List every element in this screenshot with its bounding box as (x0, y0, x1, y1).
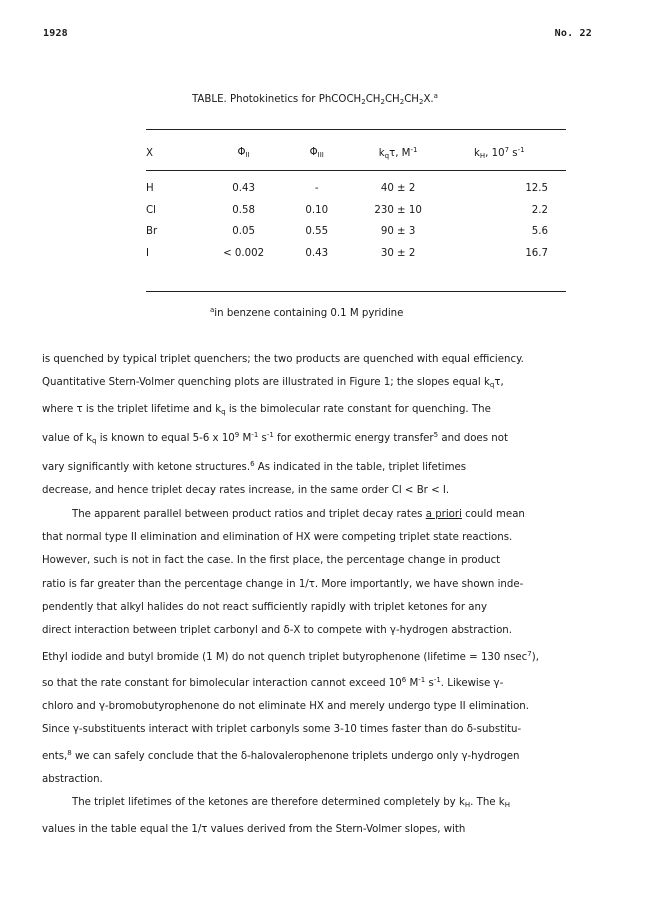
cell-x: H (146, 183, 154, 195)
cell-x: Cl (146, 204, 156, 216)
text-line: However, such is not in fact the case. In the first place, the percentage change in product (42, 555, 501, 567)
text-line: so that the rate constant for bimolecular interaction cannot exceed $10^6$ $M^{-1}$ $s^{-1}$. Likewise γ- (42, 675, 504, 689)
cell-kh: 12.5 (525, 183, 548, 195)
cell-phi-iii: 0.10 (305, 204, 329, 216)
text-line: The apparent parallel between product ratios and triplet decay rates a priori could mean (72, 508, 525, 520)
cell-phi-iii: 0.55 (305, 226, 329, 238)
table-row (146, 243, 566, 265)
cell-phi-ii: 0.43 (232, 183, 255, 195)
body-text (42, 348, 622, 841)
text-line: that normal type II elimination and elimination of HX were competing triplet state reactions. (42, 532, 513, 544)
cell-kq-tau: 40 ± 2 (380, 183, 416, 195)
text-line: Quantitative Stern-Volmer quenching plots are illustrated in Figure 1; the slopes equal $k_q\tau$, (42, 377, 504, 390)
text-line: is quenched by typical triplet quenchers; the two products are quenched with equal efficiency. (42, 354, 524, 365)
table-top-rule (146, 129, 566, 130)
text-line: vary significantly with ketone structures.$^6$ As indicated in the table, triplet lifetimes (42, 460, 467, 474)
cell-phi-ii: 0.58 (232, 204, 255, 216)
header-phi-ii: $\Phi_{II}$ (237, 147, 250, 159)
table-footnote: $^a$in benzene containing 0.1 M pyridine (210, 306, 404, 319)
cell-x: I (146, 247, 150, 259)
table-row (146, 200, 566, 222)
text-line: Since γ-substituents interact with triplet carbonyls some 3-10 times faster than do δ-substitu- (42, 724, 522, 736)
cell-kh: 2.2 (531, 204, 548, 216)
header-kq-tau: $k_q\tau$, $M^{-1}$ (378, 146, 418, 160)
cell-kh: 16.7 (525, 247, 548, 259)
text-line: decrease, and hence triplet decay rates increase, in the same order Cl < Br < I. (42, 485, 450, 497)
issue-number: No. 22 (554, 28, 592, 39)
cell-kq-tau: 90 ± 3 (380, 226, 416, 238)
cell-phi-ii: 0.05 (232, 226, 255, 238)
table-row (146, 221, 566, 243)
text-line: where τ is the triplet lifetime and $k_q$ is the bimolecular rate constant for quenching. The (42, 403, 491, 416)
text-line: abstraction. (42, 774, 103, 786)
text-line: ents,$^8$ we can safely conclude that the δ-halovalerophenone triplets undergo only γ-hydrogen (42, 748, 520, 762)
text-line: direct interaction between triplet carbonyl and δ-X to compete with γ-hydrogen abstraction. (42, 625, 513, 637)
header-kh: $k_H$, $10^7$ $s^{-1}$ (473, 146, 525, 160)
page-number: 1928 (43, 28, 68, 39)
text-line: values in the table equal the 1/τ values derived from the Stern-Volmer slopes, with (42, 823, 466, 835)
table-header-row (146, 138, 566, 168)
table-title: TABLE. Photokinetics for $PhCOCH_2CH_2CH_2CH_2X.^a$ (192, 92, 438, 106)
cell-phi-iii: - (314, 183, 319, 195)
text-line: Ethyl iodide and butyl bromide (1 M) do not quench triplet butyrophenone (lifetime = 130 nsec$^7$), (42, 649, 539, 663)
header-x: X (146, 147, 153, 159)
cell-phi-ii: < 0.002 (223, 247, 265, 259)
text-line: pendently that alkyl halides do not react sufficiently rapidly with triplet ketones for any (42, 601, 488, 613)
table-row (146, 178, 566, 200)
text-line: The triplet lifetimes of the ketones are therefore determined completely by $k_H$. The $k_H$ (72, 797, 510, 810)
cell-x: Br (146, 226, 158, 238)
text-line: value of $k_q$ is known to equal 5-6 x $10^9$ $M^{-1}$ $s^{-1}$ for exothermic energy transfer$^5$ and does not (42, 430, 508, 445)
header-phi-iii: $\Phi_{III}$ (309, 147, 324, 159)
photokinetics-table (146, 138, 566, 264)
italic-emphasis: a priori (425, 508, 462, 520)
cell-kq-tau: 30 ± 2 (380, 247, 416, 259)
cell-phi-iii: 0.43 (305, 247, 329, 259)
text-line: ratio is far greater than the percentage change in 1/τ. More importantly, we have shown inde- (42, 578, 524, 590)
text-line: chloro and γ-bromobutyrophenone do not eliminate HX and merely undergo type II elimination. (42, 701, 529, 713)
table-bottom-rule (146, 291, 566, 292)
cell-kh: 5.6 (531, 226, 548, 238)
cell-kq-tau: 230 ± 10 (374, 204, 422, 216)
